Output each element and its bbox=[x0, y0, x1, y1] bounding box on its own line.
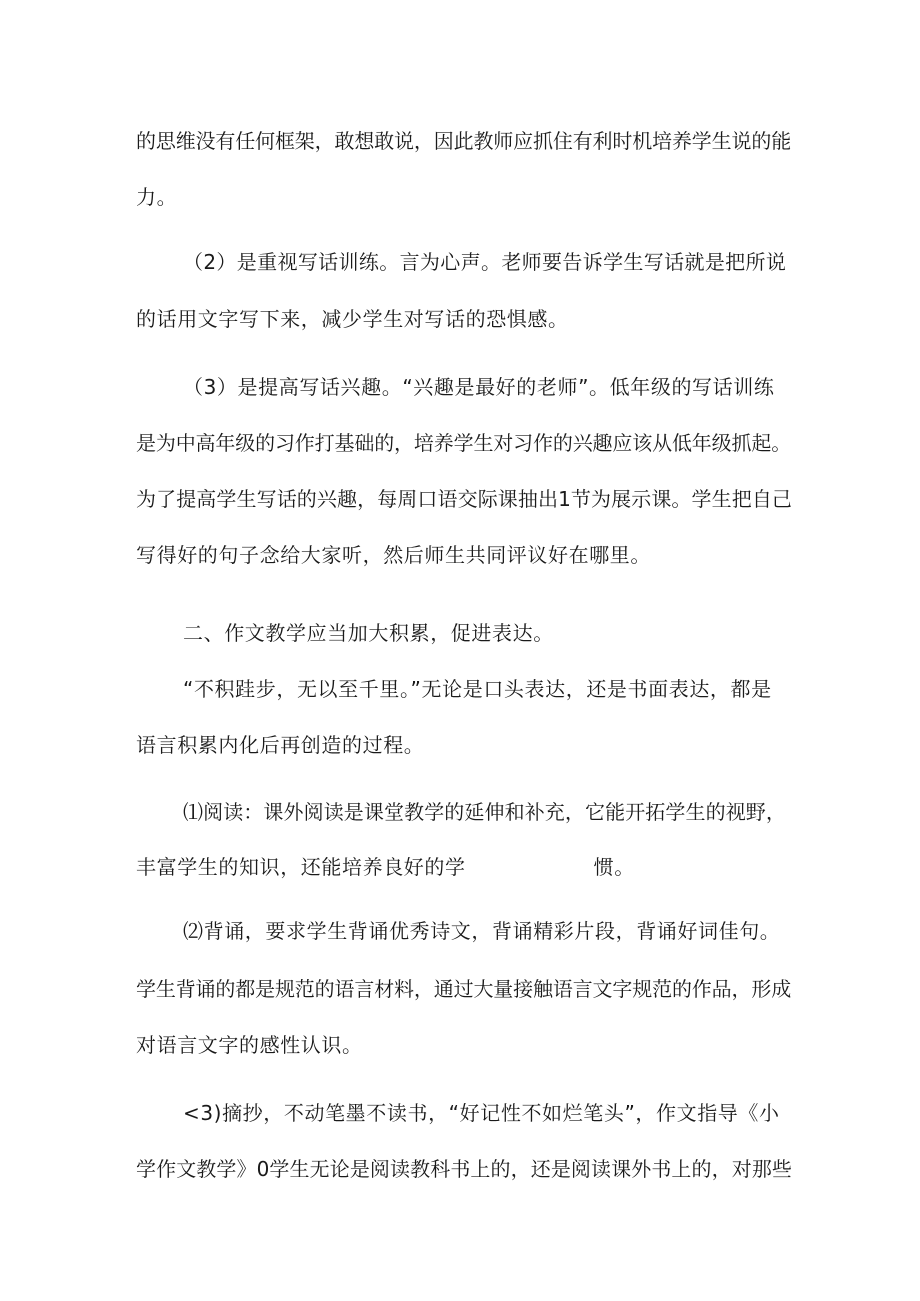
paragraph-6-line-1: ⑵背诵，要求学生背诵优秀诗文，背诵精彩片段，背诵好词佳句。 bbox=[183, 919, 781, 943]
paragraph-6-line-3: 对语言文字的感性认识。 bbox=[136, 1033, 363, 1057]
paragraph-1-line-1: 的思维没有任何框架，敢想敢说，因此教师应抓住有利时机培养学生说的能 bbox=[136, 129, 792, 153]
paragraph-3-line-1: （3）是提高写话兴趣。“兴趣是最好的老师”。低年级的写话训练 bbox=[183, 375, 775, 399]
paragraph-3-line-2: 是为中高年级的习作打基础的，培养学生对习作的兴趣应该从低年级抓起。 bbox=[136, 431, 792, 455]
paragraph-6-line-2: 学生背诵的都是规范的语言材料，通过大量接触语言文字规范的作品，形成 bbox=[136, 977, 792, 1001]
paragraph-4-line-2: 语言积累内化后再创造的过程。 bbox=[136, 733, 425, 757]
paragraph-7-line-1: <3)摘抄，不动笔墨不读书，“好记性不如烂笔头”，作文指导《小 bbox=[183, 1101, 780, 1125]
paragraph-2-line-1: （2）是重视写话训练。言为心声。老师要告诉学生写话就是把所说 bbox=[183, 250, 787, 274]
paragraph-2-line-2: 的话用文字写下来，减少学生对写话的恐惧感。 bbox=[136, 307, 569, 331]
paragraph-3-line-4: 写得好的句子念给大家听，然后师生共同评议好在哪里。 bbox=[136, 543, 651, 567]
paragraph-1-line-2: 力。 bbox=[136, 185, 178, 209]
paragraph-4-line-1: “不积跬步，无以至千里。”无论是口头表达，还是书面表达，都是 bbox=[183, 677, 772, 701]
paragraph-5-line-2 bbox=[136, 853, 635, 881]
paragraph-7-line-2: 学作文教学》0学生无论是阅读教科书上的，还是阅读课外书上的，对那些 bbox=[136, 1157, 793, 1181]
paragraph-5-line-2-tail: 惯。 bbox=[593, 855, 635, 879]
paragraph-5-line-2-text: 丰富学生的知识，还能培养良好的学 bbox=[136, 855, 466, 879]
paragraph-3-line-3: 为了提高学生写话的兴趣，每周口语交际课抽出1节为展示课。学生把自己 bbox=[136, 487, 793, 511]
paragraph-5-line-1: ⑴阅读：课外阅读是课堂教学的延伸和补充，它能开拓学生的视野， bbox=[183, 800, 786, 824]
section-heading-2: 二、作文教学应当加大积累，促进表达。 bbox=[183, 621, 554, 645]
